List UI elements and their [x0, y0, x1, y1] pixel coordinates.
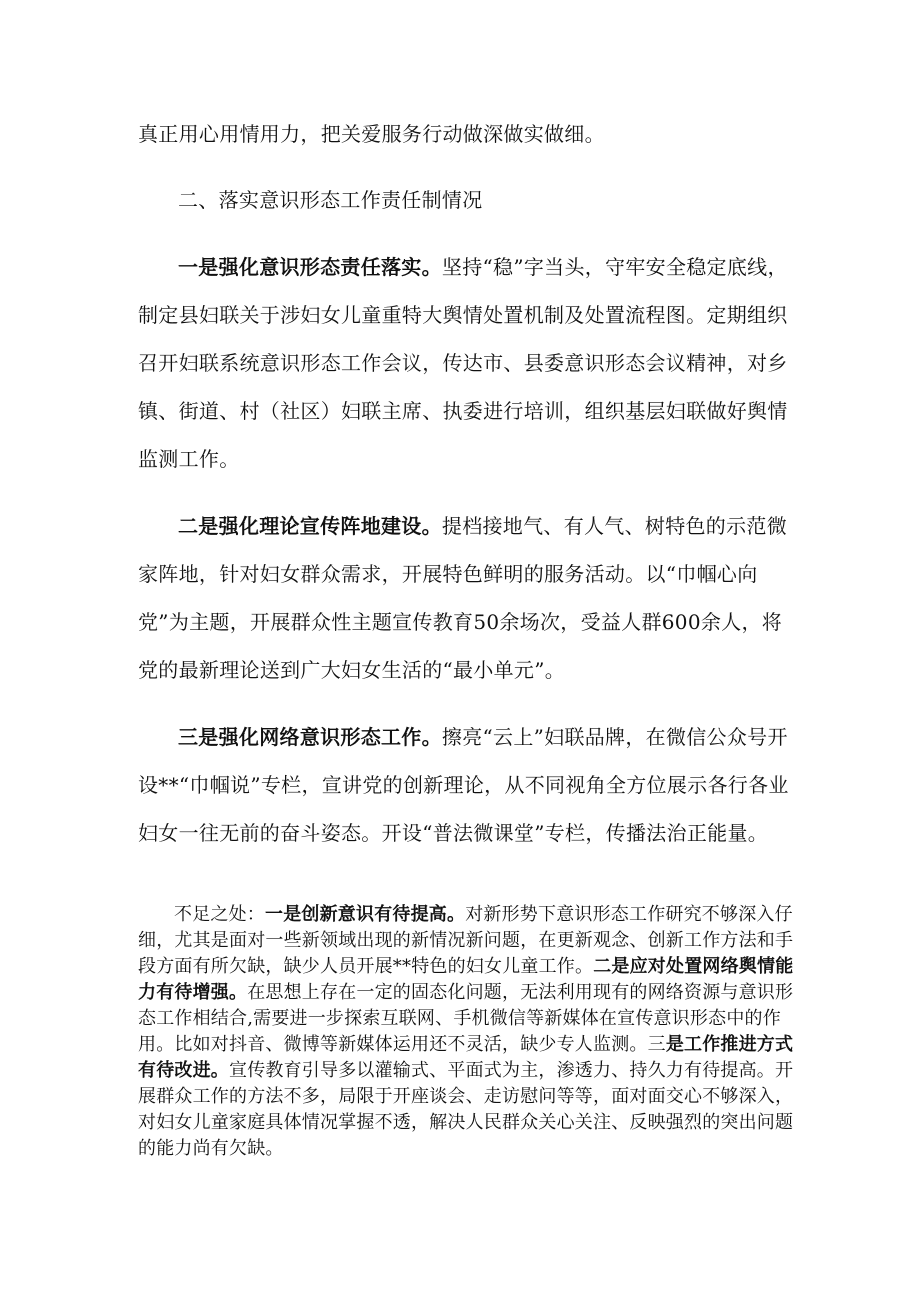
item-body-2: 提档接地气、有人气、树特色的示范微家阵地，针对妇女群众需求，开展特色鲜明的服务活动。以“巾帼心向党”为主题，开展群众性主题宣传教育50余场次，受益人群600余人，将党的最新理论送到广大妇女生活的“最小单元”。 [138, 514, 788, 682]
item-paragraph-2 [138, 502, 798, 694]
section-heading [138, 176, 798, 224]
item-lead-3: 三是强化网络意识形态工作。 [178, 725, 442, 749]
item-body-3: 擦亮“云上”妇联品牌，在微信公众号开设**“巾帼说”专栏，宣讲党的创新理论，从不同视角全方位展示各行各业妇女一往无前的奋斗姿态。开设“普法微课堂”专栏，传播法治正能量。 [138, 725, 789, 845]
shortcoming-lead-3: 是工作推进方式有待改进。 [138, 1034, 794, 1081]
item-body-1: 坚持“稳”字当头，守牢安全稳定底线，制定县妇联关于涉妇女儿童重特大舆情处置机制及处置流程图。定期组织召开妇联系统意识形态工作会议，传达市、县委意识形态会议精神，对乡镇、街道、村（社区）妇联主席、执委进行培训，组织基层妇联做好舆情监测工作。 [138, 255, 788, 471]
item-paragraph-1 [138, 243, 798, 483]
shortcomings-label: 不足之处： [174, 904, 265, 925]
section-heading-text: 二、落实意识形态工作责任制情况 [178, 188, 483, 212]
continuation-text: 真正用心用情用力，把关爱服务行动做深做实做细。 [138, 122, 605, 146]
item-paragraph-3 [138, 713, 798, 857]
continuation-paragraph [138, 110, 798, 158]
shortcoming-prefix-3: 三 [647, 1034, 666, 1055]
shortcoming-body-3: 宣传教育引导多以灌输式、平面式为主，渗透力、持久力有待提高。开展群众工作的方法不多，局限于开座谈会、走访慰问等等，面对面交心不够深入，对妇女儿童家庭具体情况掌握不透，解决人民群众关心关注、反映强烈的突出问题的能力尚有欠缺。 [138, 1060, 794, 1159]
shortcoming-lead-2: 二是应对处置网络舆情能力有待增强。 [138, 956, 794, 1003]
shortcomings-paragraph [138, 902, 798, 1162]
item-lead-2: 二是强化理论宣传阵地建设。 [178, 514, 442, 538]
shortcoming-body-1: 对新形势下意识形态工作研究不够深入仔细，尤其是面对一些新领域出现的新情况新问题，在更新观念、创新工作方法和手段方面有所欠缺，缺少人员开展**特色的妇女儿童工作。 [138, 904, 794, 977]
item-lead-1: 一是强化意识形态责任落实。 [178, 255, 442, 279]
shortcoming-body-2: 在思想上存在一定的固态化问题，无法利用现有的网络资源与意识形态工作相结合,需要进一步探索互联网、手机微信等新媒体在宣传意识形态中的作用。比如对抖音、微博等新媒体运用还不灵活，缺少专人监测。 [138, 982, 794, 1055]
shortcoming-lead-1: 一是创新意识有待提高。 [265, 904, 466, 925]
